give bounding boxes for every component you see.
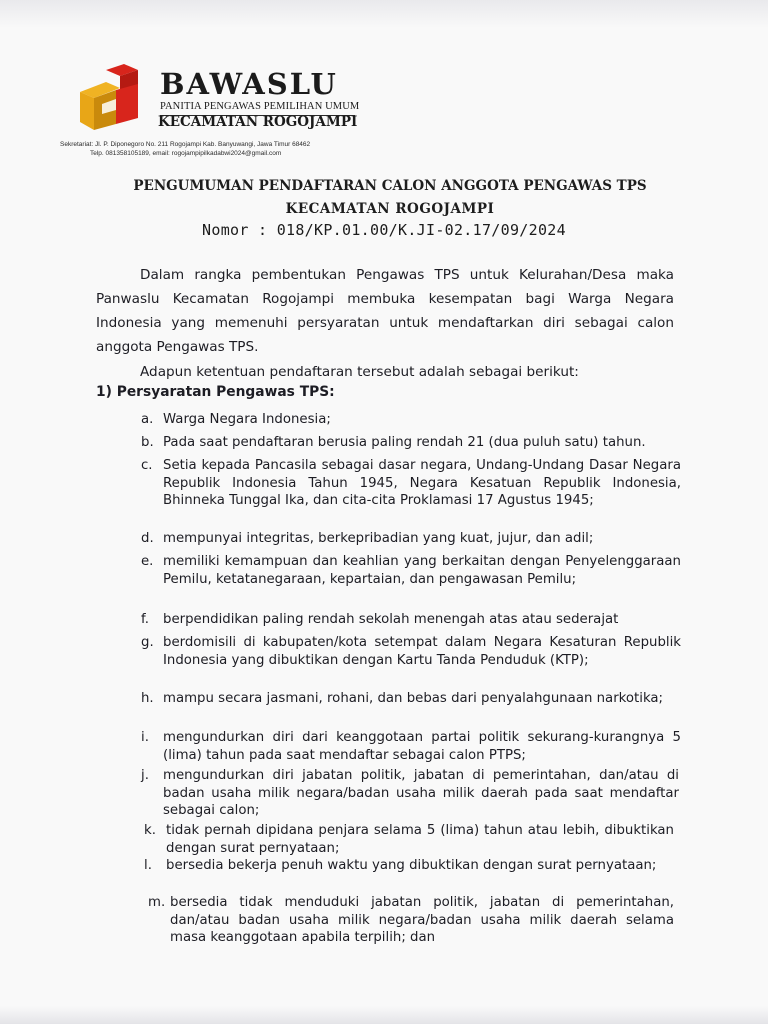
provisions-paragraph: Adapun ketentuan pendaftaran tersebut adalah sebagai berikut:: [140, 364, 579, 380]
requirement-letter: e.: [141, 554, 154, 569]
bawaslu-logo-icon: [76, 64, 156, 136]
requirement-text: tidak pernah dipidana penjara selama 5 (lima) tahun atau lebih, dibuktikan dengan surat pernyataan;: [166, 823, 674, 856]
requirement-text: mengundurkan diri jabatan politik, jabatan di pemerintahan, dan/atau di badan usaha milik negara/badan usaha milik daerah pada saat mendaftar sebagai calon;: [163, 768, 679, 818]
requirement-letter: k.: [144, 823, 156, 838]
requirement-letter: i.: [141, 730, 149, 745]
contact-line: Telp. 081358105189, email: rogojampipilkadabwi2024@gmail.com: [90, 150, 282, 157]
address-line: Sekretariat: Jl. P. Diponegoro No. 211 Rogojampi Kab. Banyuwangi, Jawa Timur 68462: [60, 141, 311, 148]
requirement-text: bersedia bekerja penuh waktu yang dibuktikan dengan surat pernyataan;: [166, 858, 657, 873]
requirement-text: mempunyai integritas, berkepribadian yang kuat, jujur, dan adil;: [163, 531, 594, 546]
requirement-letter: j.: [141, 768, 149, 783]
requirement-letter: g.: [141, 635, 154, 650]
requirement-item: [141, 611, 683, 629]
requirement-text: Pada saat pendaftaran berusia paling rendah 21 (dua puluh satu) tahun.: [163, 435, 646, 450]
requirement-text: Warga Negara Indonesia;: [163, 412, 331, 427]
requirement-text: bersedia tidak menduduki jabatan politik, jabatan di pemerintahan, dan/atau badan usaha milik negara/badan usaha milik daerah selama masa keanggotaan apabila terpilih; dan: [170, 895, 674, 945]
requirement-item: [148, 894, 674, 947]
requirement-item: [144, 822, 674, 857]
requirement-text: mampu secara jasmani, rohani, dan bebas dari penyalahgunaan narkotika;: [163, 691, 664, 706]
requirement-letter: m.: [148, 895, 166, 910]
scan-shadow-bottom: [0, 1006, 768, 1024]
requirement-item: [144, 857, 672, 875]
requirement-item: [141, 634, 681, 669]
requirement-text: mengundurkan diri dari keanggotaan partai politik sekurang-kurangnya 5 (lima) tahun pada saat mendaftar sebagai calon PTPS;: [163, 730, 681, 763]
announcement-title: PENGUMUMAN PENDAFTARAN CALON ANGGOTA PENGAWAS TPS: [133, 178, 647, 194]
requirement-text: berpendidikan paling rendah sekolah menengah atas atau sederajat: [163, 612, 619, 627]
requirement-text: Setia kepada Pancasila sebagai dasar negara, Undang-Undang Dasar Negara Republik Indonesia Tahun 1945, Negara Kesatuan Republik Indonesia, Bhinneka Tunggal Ika, dan cita-cita Proklamasi 17 Agustus 1945;: [163, 458, 681, 508]
requirement-text: memiliki kemampuan dan keahlian yang berkaitan dengan Penyelenggaraan Pemilu, ketatanegaraan, kepartaian, dan pengawasan Pemilu;: [163, 554, 681, 587]
requirement-item: [141, 411, 683, 429]
requirement-text: berdomisili di kabupaten/kota setempat dalam Negara Kesaturan Republik Indonesia yang dibuktikan dengan Kartu Tanda Penduduk (KTP);: [163, 635, 681, 668]
section-heading: 1) Persyaratan Pengawas TPS:: [96, 384, 335, 400]
requirement-letter: a.: [141, 412, 154, 427]
org-subtitle: PANITIA PENGAWAS PEMILIHAN UMUM: [160, 101, 355, 116]
intro-paragraph: Dalam rangka pembentukan Pengawas TPS untuk Kelurahan/Desa maka Panwaslu Kecamatan Rogojampi membuka kesempatan bagi Warga Negara Indonesia yang memenuhi persyaratan untuk mendaftarkan diri sebagai calon anggota Pengawas TPS.: [96, 267, 674, 355]
org-unit: KECAMATAN ROGOJAMPI: [158, 114, 358, 130]
requirement-letter: b.: [141, 435, 154, 450]
requirement-item: [141, 767, 679, 820]
requirement-item: [141, 530, 683, 548]
requirement-letter: h.: [141, 691, 154, 706]
requirement-item: [141, 553, 681, 588]
announcement-subtitle: KECAMATAN ROGOJAMPI: [285, 201, 495, 217]
requirement-item: [141, 434, 683, 452]
requirement-letter: l.: [144, 858, 152, 873]
document-number: Nomor : 018/KP.01.00/K.JI-02.17/09/2024: [202, 221, 566, 239]
org-name: BAWASLU: [160, 67, 338, 101]
scan-shadow-top: [0, 0, 768, 28]
requirement-letter: c.: [141, 458, 153, 473]
requirement-item: [141, 729, 681, 764]
requirement-item: [141, 457, 681, 510]
requirement-letter: f.: [141, 612, 149, 627]
requirement-item: [141, 690, 681, 708]
requirement-letter: d.: [141, 531, 154, 546]
